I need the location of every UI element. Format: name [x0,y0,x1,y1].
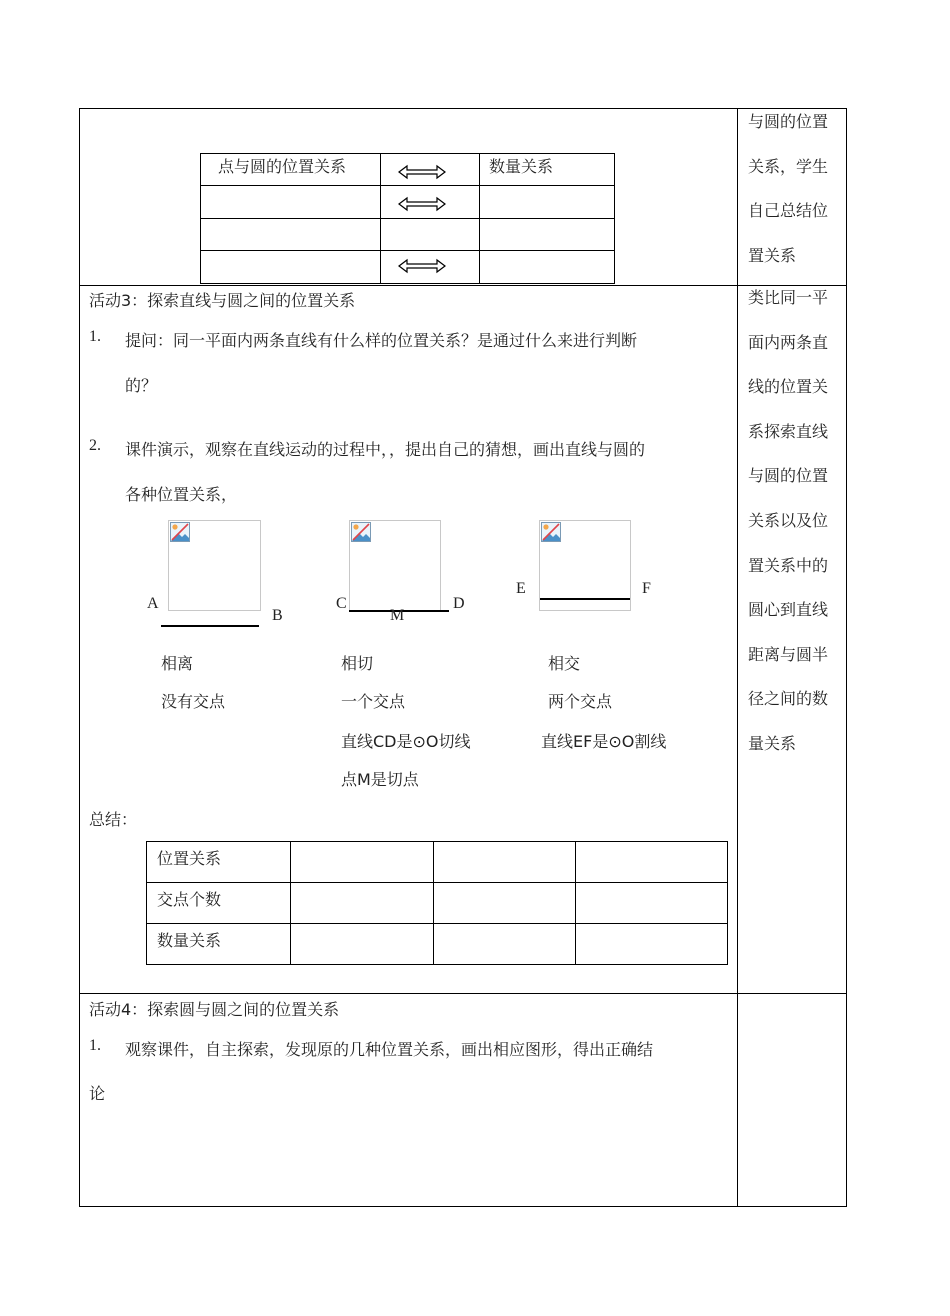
summary-row-position: 位置关系 [157,849,222,868]
activity3-item1-line1: 提问：同一平面内两条直线有什么样的位置关系？是通过什么来进行判断 [125,331,638,350]
double-arrow-icon [398,195,446,213]
relation-name-tangent: 相切 [341,654,374,673]
activity4-item1-number: 1. [89,1037,101,1054]
table-header-quantity: 数量关系 [489,157,554,176]
activity4-item1-line1: 观察课件，自主探索，发现原的几种位置关系，画出相应图形，得出正确结 [125,1040,654,1059]
point-label-m: M [390,607,405,624]
relation-name-intersect: 相交 [548,654,581,673]
activity3-item1-number: 1. [89,328,101,345]
point-label-c: C [336,595,347,612]
table-border-left [79,108,80,1207]
row-divider-2 [79,993,847,994]
summary-row-points: 交点个数 [157,890,222,909]
activity4-item1-line2: 论 [89,1084,106,1103]
double-arrow-icon [398,257,446,275]
point-label-e: E [516,580,526,597]
intersection-count-tangent: 一个交点 [341,692,406,711]
intersection-count-intersect: 两个交点 [548,692,613,711]
side-note-activity3: 类比同一平 面内两条直 线的位置关 系探索直线 与圆的位置 关系以及位 置关系中的 圆心到直线 距离与圆半 径之间的数 量关系 [748,288,829,753]
activity3-item2-number: 2. [89,437,101,454]
secant-line-note: 直线EF是⊙O割线 [541,732,667,751]
table-border-top [79,108,847,109]
figure-image-placeholder [168,520,261,611]
broken-image-icon [541,522,561,542]
double-arrow-icon [398,163,446,181]
broken-image-icon [351,522,371,542]
table-header-position: 点与圆的位置关系 [218,157,347,176]
activity3-item2-line2: 各种位置关系， [125,485,238,504]
activity3-item1-line2: 的？ [125,376,158,395]
column-divider [737,108,738,1207]
line-ef [540,598,630,600]
figure-image-placeholder [539,520,631,611]
tangent-line-note: 直线CD是⊙O切线 [341,732,471,751]
table-border-right [846,108,847,1207]
point-label-a: A [147,595,159,612]
summary-label: 总结： [89,810,138,829]
point-label-b: B [272,607,283,624]
row-divider-1 [79,285,847,286]
point-label-f: F [642,580,651,597]
tangent-point-note: 点M是切点 [341,770,419,789]
broken-image-icon [170,522,190,542]
activity3-item2-line1: 课件演示，观察在直线运动的过程中，，提出自己的猜想，画出直线与圆的 [125,440,646,459]
summary-row-quantity: 数量关系 [157,931,222,950]
activity4-title: 活动4：探索圆与圆之间的位置关系 [89,1000,340,1019]
figure-image-placeholder [349,520,441,611]
table-border-bottom [79,1206,847,1207]
line-ab [161,625,259,627]
point-label-d: D [453,595,465,612]
activity3-title: 活动3：探索直线与圆之间的位置关系 [89,291,356,310]
intersection-count-separate: 没有交点 [161,692,226,711]
relation-name-separate: 相离 [161,654,194,673]
side-note-top: 与圆的位置 关系，学生 自己总结位 置关系 [748,112,829,265]
